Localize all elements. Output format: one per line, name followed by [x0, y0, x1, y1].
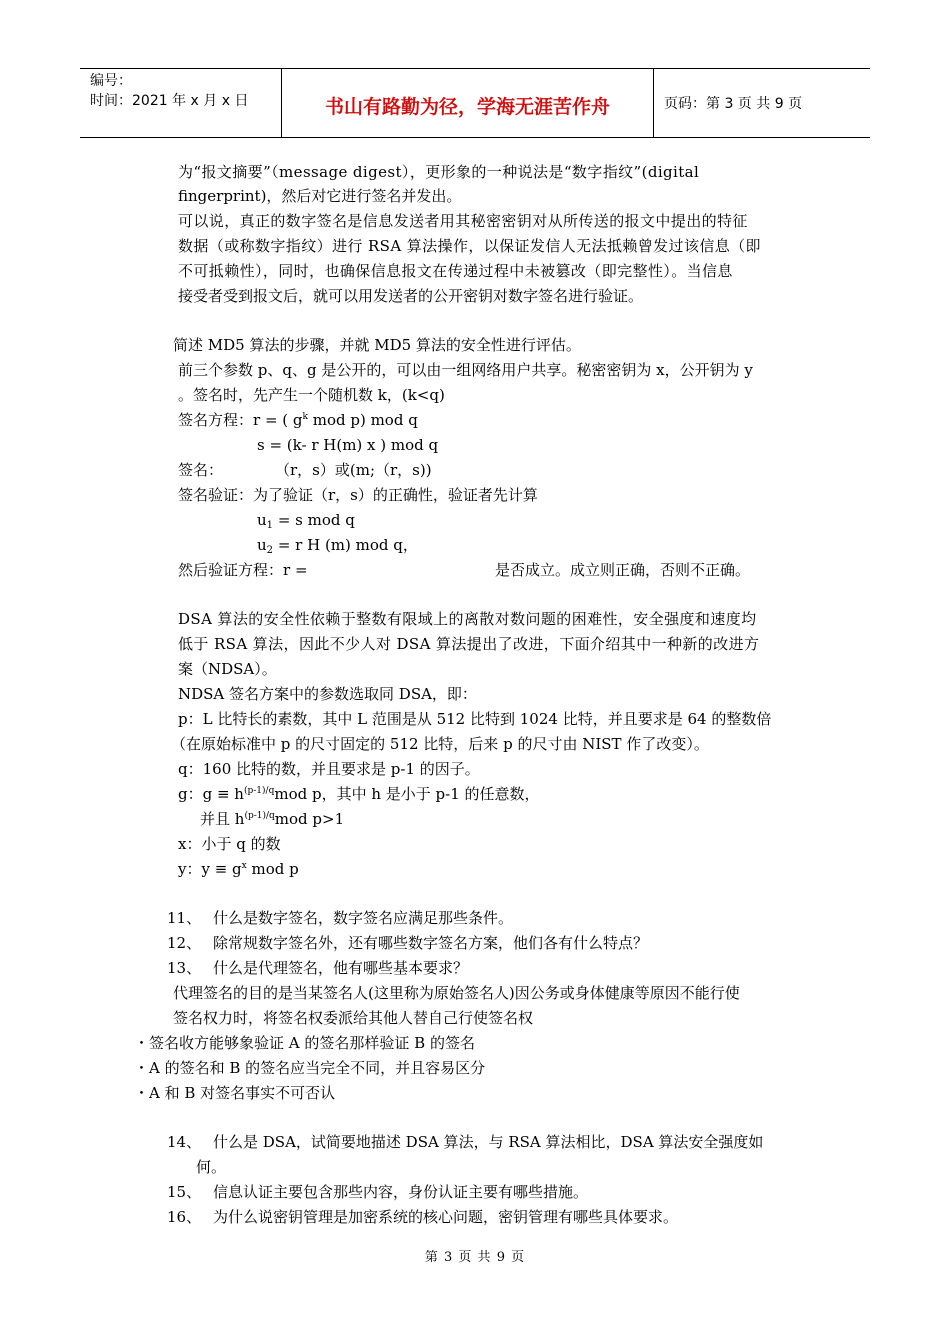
equation-text: mod p — [246, 860, 299, 878]
verification-intro: 签名验证：为了验证（r，s）的正确性，验证者先计算 — [178, 486, 538, 504]
question-item — [167, 1182, 588, 1202]
equation-text: y：y ≡ g — [178, 860, 242, 878]
signature-value: （r，s）或(m;（r，s)) — [275, 461, 432, 479]
param-g — [178, 784, 540, 804]
paragraph-line: DSA 算法的安全性依赖于整数有限域上的离散对数问题的困难性，安全强度和速度均 — [178, 610, 757, 628]
paragraph-line: 案（NDSA）。 — [178, 660, 277, 678]
bullet-item: ・ A 的签名和 B 的签名应当完全不同，并且容易区分 — [134, 1058, 485, 1078]
subscript: 2 — [266, 545, 274, 556]
u1-equation — [257, 510, 355, 530]
question-text: 什么是 DSA，试简要地描述 DSA 算法，与 RSA 算法相比，DSA 算法安全强度如 — [213, 1133, 764, 1151]
signing-equation-r — [178, 410, 418, 430]
question-md5: 简述 MD5 算法的步骤，并就 MD5 算法的安全性进行评估。 — [173, 336, 581, 354]
page-footer: 第 3 页 共 9 页 — [424, 1250, 526, 1265]
proxy-definition-line: 签名权力时，将签名权委派给其他人替自己行使签名权 — [173, 1009, 534, 1027]
exponent: x — [241, 861, 247, 871]
param-x: x：小于 q 的数 — [178, 835, 281, 853]
equation-text: 并且 h — [200, 810, 245, 828]
exponent: k — [302, 412, 308, 422]
equation-text: u — [257, 536, 267, 554]
verify-equation-result: 是否成立。成立则正确，否则不正确。 — [495, 561, 751, 579]
header-motto-cell — [282, 69, 654, 137]
exponent: (p-1)/q — [244, 811, 275, 821]
dsa-intro-line: 。签名时，先产生一个随机数 k，(k<q) — [178, 386, 445, 404]
question-number: 11、 — [167, 909, 202, 927]
question-text-continued: 何。 — [196, 1158, 227, 1176]
question-number: 16、 — [167, 1208, 202, 1226]
param-y — [178, 859, 299, 879]
question-item — [167, 908, 513, 928]
doc-number-label: 编号： — [90, 73, 132, 89]
page-header — [80, 68, 870, 138]
question-text: 除常规数字签名外，还有哪些数字签名方案，他们各有什么特点？ — [213, 934, 649, 952]
bullet-item: ・ 签名收方能够象验证 A 的签名那样验证 B 的签名 — [134, 1033, 475, 1053]
paragraph-line: 不可抵赖性），同时，也确保信息报文在传递过程中未被篡改（即完整性）。当信息 — [178, 262, 733, 280]
param-g-condition — [200, 809, 344, 829]
equation-text: = r H (m) mod q， — [273, 536, 418, 554]
equation-text: mod p，其中 h 是小于 p-1 的任意数， — [274, 785, 540, 803]
verify-equation-label: 然后验证方程：r = — [178, 561, 308, 579]
equation-text: g：g ≡ h — [178, 785, 244, 803]
equation-text: mod p) mod q — [307, 411, 418, 429]
header-page-number: 页码：第 3 页 共 9 页 — [664, 96, 803, 112]
header-motto: 书山有路勤为径，学海无涯苦作舟 — [324, 96, 610, 118]
paragraph-line: 为“报文摘要”（message digest），更形象的一种说法是“数字指纹”(digital — [178, 163, 700, 181]
question-item — [167, 933, 648, 953]
question-number: 13、 — [167, 959, 202, 977]
doc-date: 时间：2021 年 x 月 x 日 — [90, 93, 249, 109]
question-text: 什么是数字签名，数字签名应满足那些条件。 — [213, 909, 514, 927]
equation-text: 签名方程：r = ( g — [178, 411, 303, 429]
subscript: 1 — [266, 520, 274, 531]
question-item — [167, 1132, 763, 1152]
exponent: (p-1)/q — [243, 786, 275, 796]
header-meta — [80, 69, 282, 137]
proxy-definition-line: 代理签名的目的是当某签名人(这里称为原始签名人)因公务或身体健康等原因不能行使 — [173, 984, 740, 1002]
bullet-item: ・ A 和 B 对签名事实不可否认 — [134, 1083, 335, 1103]
paragraph-line: fingerprint)，然后对它进行签名并发出。 — [178, 187, 462, 205]
paragraph-line: NDSA 签名方案中的参数选取同 DSA，即： — [178, 685, 477, 703]
paragraph-line: 低于 RSA 算法，因此不少人对 DSA 算法提出了改进，下面介绍其中一种新的改进方 — [178, 635, 760, 653]
equation-text: mod p>1 — [274, 810, 345, 828]
question-text: 为什么说密钥管理是加密系统的核心问题，密钥管理有哪些具体要求。 — [213, 1208, 679, 1226]
paragraph-line: （在原始标准中 p 的尺寸固定的 512 比特，后来 p 的尺寸由 NIST 作了改变）。 — [171, 735, 709, 753]
question-number: 14、 — [167, 1133, 202, 1151]
question-number: 12、 — [167, 934, 202, 952]
question-item — [167, 958, 468, 978]
paragraph-line: 可以说，真正的数字签名是信息发送者用其秘密密钥对从所传送的报文中提出的特征 — [178, 212, 748, 230]
equation-text: = s mod q — [273, 511, 355, 529]
dsa-intro-line: 前三个参数 p、q、g 是公开的，可以由一组网络用户共享。秘密密钥为 x，公开钥为 y — [178, 361, 753, 379]
signing-equation-s: s = (k- r H(m) x ) mod q — [257, 436, 439, 454]
question-item — [167, 1207, 678, 1227]
u2-equation — [257, 535, 418, 555]
signature-label: 签名： — [178, 461, 224, 479]
paragraph-line: q：160 比特的数，并且要求是 p-1 的因子。 — [178, 760, 480, 778]
paragraph-line: 接受者受到报文后，就可以用发送者的公开密钥对数字签名进行验证。 — [178, 287, 644, 305]
paragraph-line: p：L 比特长的素数，其中 L 范围是从 512 比特到 1024 比特，并且要求是 64 的整数倍 — [178, 710, 772, 728]
equation-text: u — [257, 511, 267, 529]
question-text: 信息认证主要包含那些内容，身份认证主要有哪些措施。 — [213, 1183, 589, 1201]
paragraph-line: 数据（或称数字指纹）进行 RSA 算法操作，以保证发信人无法抵赖曾发过该信息（即 — [178, 237, 761, 255]
question-text: 什么是代理签名，他有哪些基本要求？ — [213, 959, 469, 977]
question-number: 15、 — [167, 1183, 202, 1201]
